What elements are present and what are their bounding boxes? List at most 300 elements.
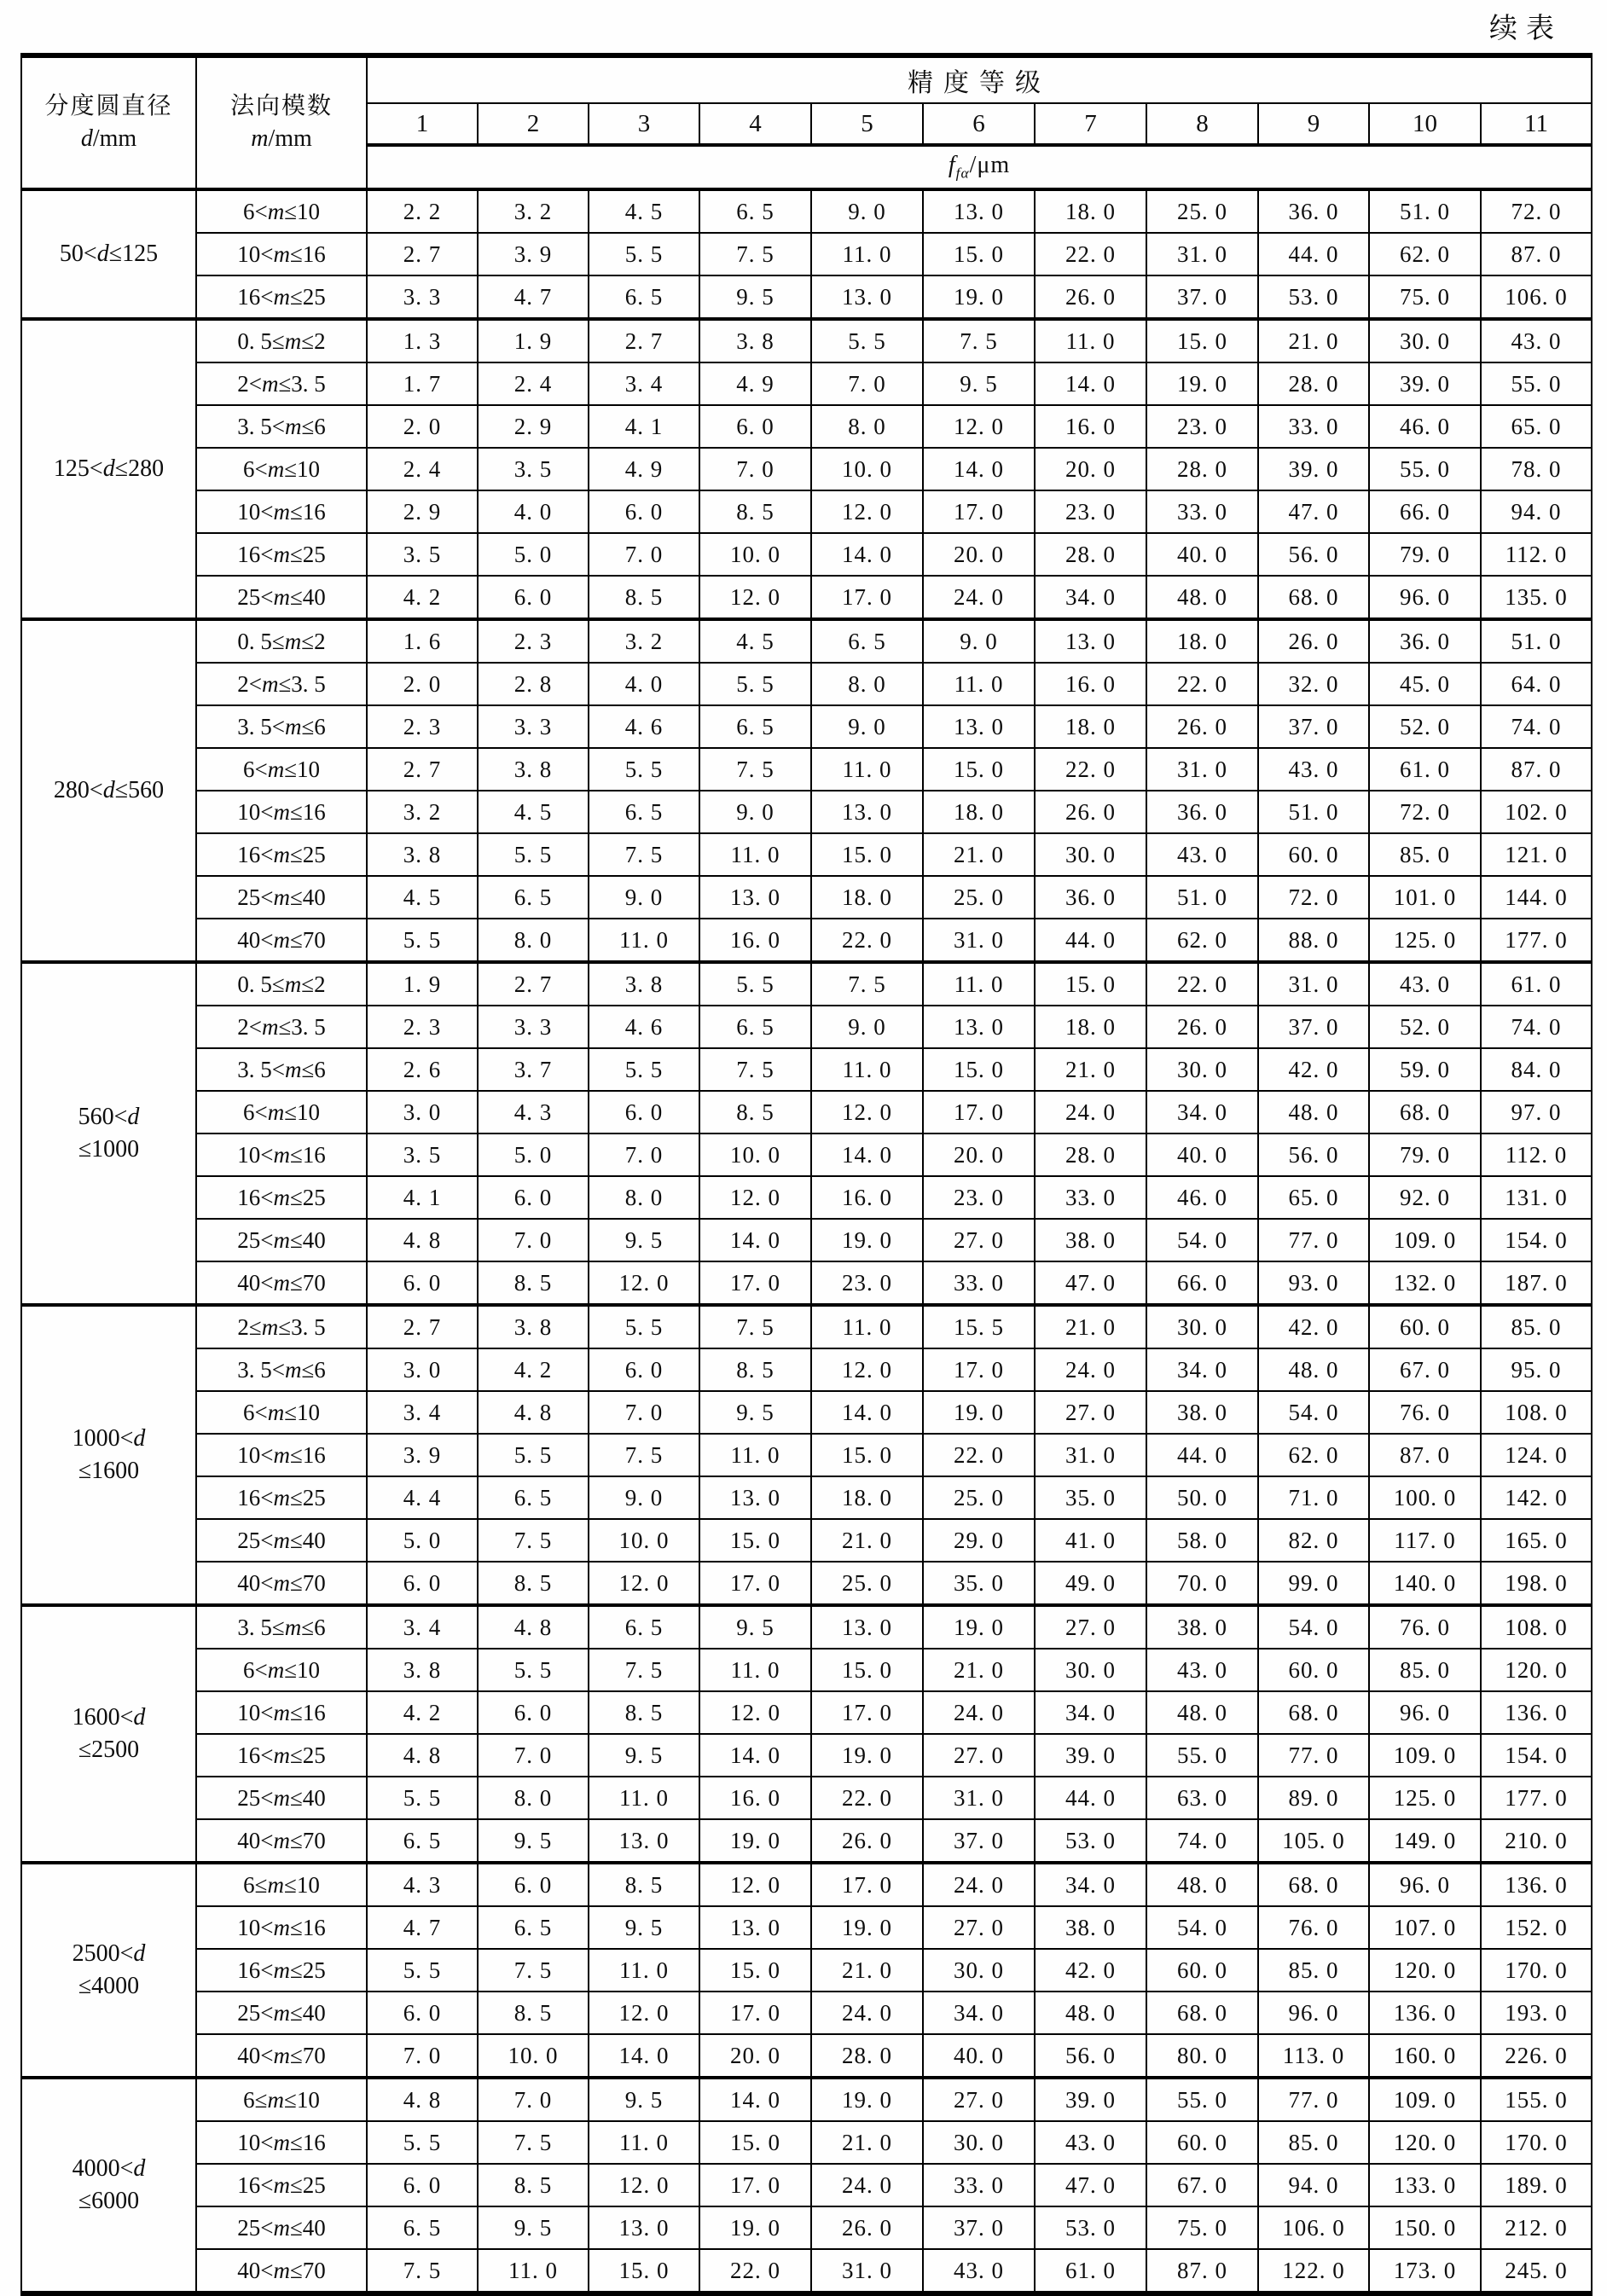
value-cell: 8. 0 [811,663,923,705]
table-row [21,1992,1592,2034]
value-cell: 70. 0 [1146,1562,1258,1605]
value-cell: 19. 0 [811,2078,923,2121]
value-cell: 43. 0 [1258,748,1369,791]
value-cell: 96. 0 [1369,576,1481,619]
accuracy-grade-header: 精度等级 [367,55,1592,103]
value-cell: 9. 0 [811,189,923,233]
value-cell: 8. 0 [589,1176,699,1219]
value-cell: 107. 0 [1369,1906,1481,1949]
table-row [21,405,1592,448]
table-row [21,2249,1592,2293]
value-cell: 5. 5 [367,919,478,962]
value-cell: 6. 0 [367,1992,478,2034]
value-cell: 67. 0 [1369,1348,1481,1391]
d-range-cell: 560<d ≤1000 [21,962,196,1305]
value-cell: 136. 0 [1369,1992,1481,2034]
grade-6-header: 6 [923,103,1035,145]
value-cell: 35. 0 [923,1562,1035,1605]
value-cell: 7. 0 [367,2034,478,2078]
table-row [21,1134,1592,1176]
m-range-cell: 25<m≤40 [196,2206,367,2249]
value-cell: 47. 0 [1258,490,1369,533]
value-cell: 75. 0 [1369,275,1481,319]
value-cell: 124. 0 [1481,1434,1592,1476]
value-cell: 72. 0 [1369,791,1481,833]
m-range-cell: 3. 5<m≤6 [196,705,367,748]
value-cell: 11. 0 [1035,319,1146,362]
value-cell: 6. 0 [478,1176,589,1219]
value-cell: 120. 0 [1481,1649,1592,1691]
m-range-cell: 16<m≤25 [196,1176,367,1219]
value-cell: 26. 0 [811,1819,923,1863]
value-cell: 36. 0 [1369,619,1481,663]
value-cell: 2. 6 [367,1048,478,1091]
value-cell: 7. 0 [699,448,811,490]
value-cell: 9. 0 [699,791,811,833]
value-cell: 6. 0 [367,1261,478,1305]
value-cell: 25. 0 [923,1476,1035,1519]
value-cell: 31. 0 [923,1777,1035,1819]
value-cell: 7. 5 [699,1305,811,1348]
value-cell: 6. 0 [478,1691,589,1734]
value-cell: 9. 0 [589,876,699,919]
table-row [21,2206,1592,2249]
value-cell: 4. 8 [478,1391,589,1434]
value-cell: 31. 0 [1258,962,1369,1006]
value-cell: 13. 0 [923,1006,1035,1048]
value-cell: 31. 0 [1035,1434,1146,1476]
value-cell: 3. 2 [367,791,478,833]
value-cell: 38. 0 [1035,1906,1146,1949]
table-row [21,1649,1592,1691]
table-row [21,1305,1592,1348]
value-cell: 11. 0 [589,2121,699,2164]
value-cell: 7. 5 [589,833,699,876]
table-row [21,833,1592,876]
value-cell: 20. 0 [923,1134,1035,1176]
grade-1-header: 1 [367,103,478,145]
value-cell: 13. 0 [811,1605,923,1649]
value-cell: 21. 0 [1035,1305,1146,1348]
value-cell: 4. 2 [367,576,478,619]
value-cell: 11. 0 [478,2249,589,2293]
value-cell: 52. 0 [1369,705,1481,748]
m-range-cell: 40<m≤70 [196,1261,367,1305]
value-cell: 53. 0 [1035,1819,1146,1863]
value-cell: 28. 0 [1146,448,1258,490]
value-cell: 89. 0 [1258,1777,1369,1819]
table-row [21,919,1592,962]
value-cell: 34. 0 [923,1992,1035,2034]
table-row [21,1006,1592,1048]
value-cell: 8. 5 [478,1261,589,1305]
table-row [21,791,1592,833]
value-cell: 9. 5 [589,1906,699,1949]
value-cell: 5. 5 [699,663,811,705]
value-cell: 6. 0 [589,1348,699,1391]
value-cell: 165. 0 [1481,1519,1592,1562]
value-cell: 9. 5 [478,2206,589,2249]
value-cell: 13. 0 [589,1819,699,1863]
value-cell: 61. 0 [1369,748,1481,791]
m-range-cell: 25<m≤40 [196,1519,367,1562]
value-cell: 10. 0 [589,1519,699,1562]
value-cell: 2. 3 [367,1006,478,1048]
value-cell: 61. 0 [1035,2249,1146,2293]
value-cell: 21. 0 [923,833,1035,876]
value-cell: 109. 0 [1369,2078,1481,2121]
value-cell: 30. 0 [1146,1048,1258,1091]
value-cell: 15. 0 [811,833,923,876]
value-cell: 31. 0 [1146,233,1258,275]
value-cell: 4. 1 [367,1176,478,1219]
value-cell: 99. 0 [1258,1562,1369,1605]
table-row [21,705,1592,748]
m-range-cell: 2≤m≤3. 5 [196,1305,367,1348]
value-cell: 60. 0 [1258,1649,1369,1691]
value-cell: 41. 0 [1035,1519,1146,1562]
profile-form-deviation-table [20,53,1592,2296]
table-row [21,533,1592,576]
value-cell: 136. 0 [1481,1863,1592,1906]
value-cell: 64. 0 [1481,663,1592,705]
value-cell: 82. 0 [1258,1519,1369,1562]
value-cell: 149. 0 [1369,1819,1481,1863]
value-cell: 5. 0 [478,1134,589,1176]
value-cell: 3. 4 [367,1391,478,1434]
value-cell: 72. 0 [1481,189,1592,233]
m-range-cell: 3. 5<m≤6 [196,405,367,448]
d-range-cell: 1000<d ≤1600 [21,1305,196,1605]
value-cell: 54. 0 [1146,1219,1258,1261]
value-cell: 10. 0 [478,2034,589,2078]
value-cell: 135. 0 [1481,576,1592,619]
value-cell: 2. 4 [478,362,589,405]
value-cell: 3. 8 [589,962,699,1006]
value-cell: 2. 7 [367,1305,478,1348]
value-cell: 87. 0 [1369,1434,1481,1476]
value-cell: 39. 0 [1369,362,1481,405]
value-cell: 65. 0 [1258,1176,1369,1219]
value-cell: 1. 6 [367,619,478,663]
value-cell: 2. 7 [589,319,699,362]
value-cell: 4. 5 [478,791,589,833]
m-range-cell: 2<m≤3. 5 [196,663,367,705]
continued-table-label: 续表 [1489,14,1563,44]
value-cell: 19. 0 [699,1819,811,1863]
value-cell: 173. 0 [1369,2249,1481,2293]
value-cell: 16. 0 [699,919,811,962]
value-cell: 8. 5 [699,1348,811,1391]
value-cell: 17. 0 [811,576,923,619]
value-cell: 150. 0 [1369,2206,1481,2249]
value-cell: 43. 0 [1146,1649,1258,1691]
value-cell: 44. 0 [1146,1434,1258,1476]
value-cell: 7. 5 [478,1949,589,1992]
value-cell: 142. 0 [1481,1476,1592,1519]
value-cell: 108. 0 [1481,1391,1592,1434]
value-cell: 17. 0 [699,1992,811,2034]
value-cell: 55. 0 [1369,448,1481,490]
value-cell: 18. 0 [811,876,923,919]
value-cell: 212. 0 [1481,2206,1592,2249]
value-cell: 120. 0 [1369,2121,1481,2164]
m-range-cell: 6≤m≤10 [196,1863,367,1906]
value-cell: 4. 0 [478,490,589,533]
value-cell: 122. 0 [1258,2249,1369,2293]
m-range-cell: 25<m≤40 [196,1219,367,1261]
value-cell: 54. 0 [1258,1605,1369,1649]
value-cell: 4. 7 [478,275,589,319]
value-cell: 8. 0 [478,919,589,962]
table-row [21,1476,1592,1519]
value-cell: 4. 4 [367,1476,478,1519]
value-cell: 30. 0 [923,2121,1035,2164]
value-cell: 109. 0 [1369,1734,1481,1777]
value-cell: 23. 0 [923,1176,1035,1219]
value-cell: 120. 0 [1369,1949,1481,1992]
table-row [21,1434,1592,1476]
value-cell: 7. 0 [478,1734,589,1777]
value-cell: 5. 0 [367,1519,478,1562]
value-cell: 12. 0 [699,1863,811,1906]
value-cell: 9. 0 [811,705,923,748]
value-cell: 15. 5 [923,1305,1035,1348]
value-cell: 44. 0 [1258,233,1369,275]
value-cell: 5. 5 [478,1649,589,1691]
value-cell: 26. 0 [811,2206,923,2249]
value-cell: 4. 8 [478,1605,589,1649]
m-range-cell: 40<m≤70 [196,2249,367,2293]
value-cell: 65. 0 [1481,405,1592,448]
value-cell: 94. 0 [1481,490,1592,533]
value-cell: 67. 0 [1146,2164,1258,2206]
value-cell: 53. 0 [1035,2206,1146,2249]
value-cell: 26. 0 [1146,705,1258,748]
value-cell: 39. 0 [1035,2078,1146,2121]
value-cell: 8. 5 [699,490,811,533]
value-cell: 15. 0 [699,1519,811,1562]
value-cell: 140. 0 [1369,1562,1481,1605]
m-range-cell: 6<m≤10 [196,189,367,233]
value-cell: 66. 0 [1146,1261,1258,1305]
m-range-cell: 10<m≤16 [196,2121,367,2164]
value-cell: 4. 1 [589,405,699,448]
value-cell: 2. 7 [478,962,589,1006]
value-cell: 245. 0 [1481,2249,1592,2293]
value-cell: 7. 5 [811,962,923,1006]
value-cell: 4. 8 [367,2078,478,2121]
value-cell: 2. 4 [367,448,478,490]
value-cell: 15. 0 [699,1949,811,1992]
value-cell: 11. 0 [589,919,699,962]
value-cell: 43. 0 [1369,962,1481,1006]
grade-4-header: 4 [699,103,811,145]
value-cell: 84. 0 [1481,1048,1592,1091]
table-row [21,1734,1592,1777]
value-cell: 5. 5 [478,1434,589,1476]
value-cell: 48. 0 [1146,576,1258,619]
value-cell: 16. 0 [699,1777,811,1819]
value-cell: 47. 0 [1035,2164,1146,2206]
value-cell: 102. 0 [1481,791,1592,833]
m-range-cell: 6<m≤10 [196,1391,367,1434]
m-range-cell: 3. 5<m≤6 [196,1348,367,1391]
value-cell: 11. 0 [811,748,923,791]
value-cell: 4. 2 [367,1691,478,1734]
value-cell: 28. 0 [1035,533,1146,576]
value-cell: 193. 0 [1481,1992,1592,2034]
table-row [21,490,1592,533]
table-row [21,876,1592,919]
m-range-cell: 25<m≤40 [196,1777,367,1819]
value-cell: 43. 0 [923,2249,1035,2293]
value-cell: 3. 8 [699,319,811,362]
m-range-cell: 16<m≤25 [196,2164,367,2206]
value-cell: 11. 0 [699,833,811,876]
value-cell: 12. 0 [589,2164,699,2206]
m-range-cell: 10<m≤16 [196,1434,367,1476]
value-cell: 38. 0 [1035,1219,1146,1261]
value-cell: 154. 0 [1481,1219,1592,1261]
value-cell: 15. 0 [811,1434,923,1476]
value-cell: 77. 0 [1258,2078,1369,2121]
value-cell: 9. 5 [589,1734,699,1777]
value-cell: 18. 0 [923,791,1035,833]
value-cell: 30. 0 [923,1949,1035,1992]
value-cell: 30. 0 [1035,833,1146,876]
m-range-cell: 25<m≤40 [196,576,367,619]
value-cell: 4. 3 [367,1863,478,1906]
value-cell: 4. 5 [367,876,478,919]
value-cell: 13. 0 [923,705,1035,748]
value-cell: 34. 0 [1035,1863,1146,1906]
value-cell: 59. 0 [1369,1048,1481,1091]
value-cell: 13. 0 [699,1906,811,1949]
value-cell: 226. 0 [1481,2034,1592,2078]
m-range-cell: 10<m≤16 [196,1134,367,1176]
value-cell: 87. 0 [1481,748,1592,791]
value-cell: 3. 9 [478,233,589,275]
value-cell: 21. 0 [923,1649,1035,1691]
value-cell: 7. 0 [589,1134,699,1176]
value-cell: 33. 0 [923,1261,1035,1305]
value-cell: 30. 0 [1369,319,1481,362]
grade-10-header: 10 [1369,103,1481,145]
value-cell: 2. 0 [367,405,478,448]
value-cell: 18. 0 [1035,189,1146,233]
value-cell: 12. 0 [589,1992,699,2034]
m-range-cell: 25<m≤40 [196,1992,367,2034]
value-cell: 12. 0 [811,490,923,533]
value-cell: 20. 0 [1035,448,1146,490]
value-cell: 22. 0 [1146,962,1258,1006]
value-cell: 1. 3 [367,319,478,362]
value-cell: 2. 3 [367,705,478,748]
value-cell: 6. 5 [589,275,699,319]
value-cell: 34. 0 [1146,1348,1258,1391]
value-cell: 21. 0 [811,2121,923,2164]
value-cell: 17. 0 [923,490,1035,533]
value-cell: 12. 0 [589,1562,699,1605]
value-cell: 15. 0 [699,2121,811,2164]
value-cell: 9. 5 [699,275,811,319]
m-range-cell: 40<m≤70 [196,1562,367,1605]
value-cell: 13. 0 [699,1476,811,1519]
value-cell: 6. 5 [811,619,923,663]
d-range-cell: 2500<d ≤4000 [21,1863,196,2078]
value-cell: 7. 0 [589,1391,699,1434]
table-body [21,189,1592,2293]
value-cell: 6. 0 [367,1562,478,1605]
value-cell: 48. 0 [1258,1091,1369,1134]
value-cell: 43. 0 [1481,319,1592,362]
value-cell: 42. 0 [1035,1949,1146,1992]
value-cell: 21. 0 [1258,319,1369,362]
value-cell: 36. 0 [1146,791,1258,833]
table-row [21,1519,1592,1562]
value-cell: 112. 0 [1481,533,1592,576]
value-cell: 22. 0 [811,1777,923,1819]
value-cell: 55. 0 [1146,2078,1258,2121]
value-cell: 28. 0 [1258,362,1369,405]
grade-7-header: 7 [1035,103,1146,145]
value-cell: 74. 0 [1481,1006,1592,1048]
value-cell: 4. 6 [589,705,699,748]
value-cell: 155. 0 [1481,2078,1592,2121]
value-cell: 76. 0 [1369,1605,1481,1649]
table-row [21,362,1592,405]
value-cell: 8. 5 [478,2164,589,2206]
value-cell: 8. 0 [478,1777,589,1819]
value-cell: 6. 0 [589,1091,699,1134]
value-cell: 160. 0 [1369,2034,1481,2078]
value-cell: 35. 0 [1035,1476,1146,1519]
value-cell: 68. 0 [1258,1863,1369,1906]
value-cell: 3. 8 [367,833,478,876]
value-cell: 12. 0 [699,576,811,619]
value-cell: 15. 0 [1146,319,1258,362]
table-row [21,1562,1592,1605]
value-cell: 6. 0 [478,576,589,619]
value-cell: 78. 0 [1481,448,1592,490]
value-cell: 33. 0 [1146,490,1258,533]
value-cell: 12. 0 [811,1348,923,1391]
value-cell: 79. 0 [1369,1134,1481,1176]
m-range-cell: 10<m≤16 [196,1691,367,1734]
value-cell: 4. 5 [589,189,699,233]
value-cell: 60. 0 [1146,1949,1258,1992]
grade-2-header: 2 [478,103,589,145]
grade-5-header: 5 [811,103,923,145]
table-row [21,319,1592,362]
m-range-cell: 0. 5≤m≤2 [196,319,367,362]
value-cell: 5. 5 [589,1305,699,1348]
table-row [21,962,1592,1006]
value-cell: 13. 0 [589,2206,699,2249]
value-cell: 28. 0 [811,2034,923,2078]
value-cell: 38. 0 [1146,1605,1258,1649]
value-cell: 71. 0 [1258,1476,1369,1519]
value-cell: 14. 0 [699,1219,811,1261]
value-cell: 1. 7 [367,362,478,405]
value-cell: 68. 0 [1258,1691,1369,1734]
value-cell: 39. 0 [1035,1734,1146,1777]
value-cell: 24. 0 [1035,1348,1146,1391]
value-cell: 7. 5 [478,1519,589,1562]
value-cell: 9. 5 [589,2078,699,2121]
value-cell: 31. 0 [811,2249,923,2293]
